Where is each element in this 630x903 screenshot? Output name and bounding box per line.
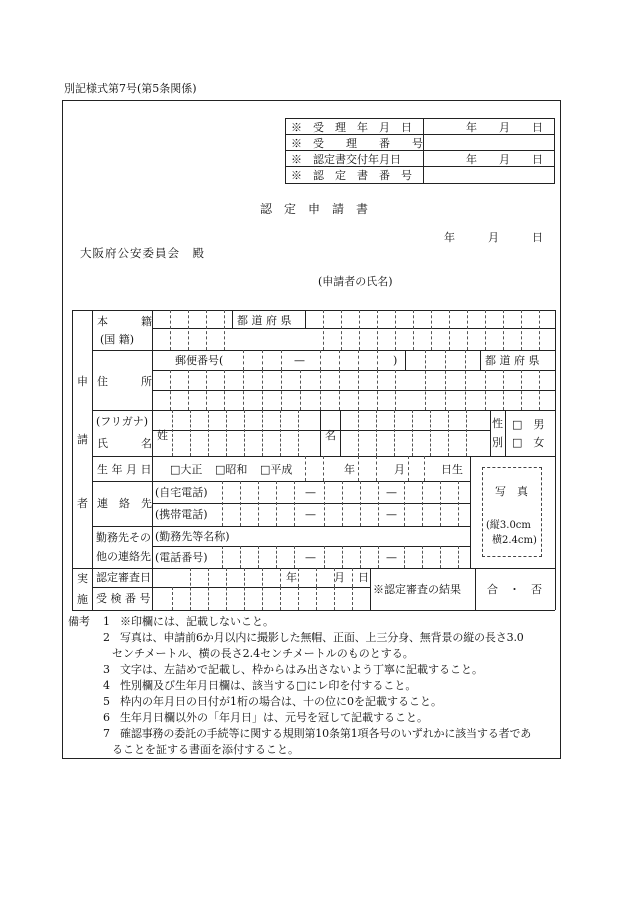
note-num-2: 2 xyxy=(103,631,110,644)
era-heisei-checkbox[interactable]: □平成 xyxy=(260,463,293,476)
note-text-6: 生年月日欄以外の「年月日」は、元号を冠して記載すること。 xyxy=(120,711,428,724)
note-num-4: 4 xyxy=(103,679,110,692)
note-text-2: 写真は、申請前6か月以内に撮影した無帽、正面、上三分身、無背景の縦の長さ3.0 xyxy=(120,631,524,644)
mobile-phone-dash-2: — xyxy=(386,508,397,521)
review-result-value: 合 ・ 否 xyxy=(487,583,542,596)
birth-day-label: 日生 xyxy=(441,463,463,476)
note-text-7b: ることを証する書面を添付すること。 xyxy=(112,743,299,756)
birthdate-label: 生 年 月 日 xyxy=(97,463,152,476)
postal-label: 郵便番号( xyxy=(175,354,224,367)
home-phone-label: (自宅電話) xyxy=(155,486,208,499)
note-num-6: 6 xyxy=(103,711,110,724)
work-name-label: (勤務先等名称) xyxy=(155,530,230,543)
review-result-label: ※認定審査の結果 xyxy=(373,583,461,596)
photo-size-1: (縦3.0cm xyxy=(486,520,531,531)
photo-title: 写 真 xyxy=(495,485,528,498)
side-char-sei: 請 xyxy=(77,433,88,446)
era-taisho-checkbox[interactable]: □大正 xyxy=(170,463,203,476)
review-month: 月 xyxy=(334,571,345,584)
female-checkbox[interactable]: □ 女 xyxy=(512,436,545,449)
name-label: 氏 名 xyxy=(97,437,152,450)
photo-size-2: 横2.4cm) xyxy=(492,535,537,546)
era-showa-checkbox[interactable]: □昭和 xyxy=(215,463,248,476)
reception-date-label: ※ 受 理 年 月 日 xyxy=(291,121,412,134)
honseki-label: 本 籍 xyxy=(97,315,152,328)
review-date-label: 認定審査日 xyxy=(96,571,151,584)
addressee: 大阪府公安委員会 殿 xyxy=(80,246,205,260)
gender-label-2: 別 xyxy=(492,436,503,449)
birth-month-label: 月 xyxy=(394,463,405,476)
note-text-3: 文字は、左詰めで記載し、枠からはみ出さないよう丁寧に記載すること。 xyxy=(120,663,483,676)
home-phone-dash-2: — xyxy=(386,486,397,499)
impl-side-1: 実 xyxy=(77,572,88,585)
certificate-number-label: ※ 認 定 書 番 号 xyxy=(291,169,412,182)
sei-label: 姓 xyxy=(157,429,168,442)
work-phone-label: (電話番号) xyxy=(155,551,208,564)
issue-date-value: 年 月 日 xyxy=(466,153,543,166)
notes-heading: 備考 xyxy=(68,615,90,628)
application-date: 年 月 日 xyxy=(444,231,543,244)
note-num-1: 1 xyxy=(103,615,110,628)
address-label: 住 所 xyxy=(97,375,152,388)
honseki-prefecture: 都 道 府 県 xyxy=(237,314,292,327)
birth-year-label: 年 xyxy=(344,463,355,476)
reception-number-label: ※ 受 理 番 号 xyxy=(291,137,423,150)
review-year: 年 xyxy=(286,571,297,584)
note-num-7: 7 xyxy=(103,727,110,740)
note-text-2b: センチメートル、横の長さ2.4センチメートルのものとする。 xyxy=(112,647,414,660)
note-text-7: 確認事務の委託の手続等に関する規則第10条第1項各号のいずれかに該当する者であ xyxy=(120,727,532,740)
note-text-1: ※印欄には、記載しないこと。 xyxy=(120,615,274,628)
work-label-1: 勤務先その xyxy=(96,531,151,544)
applicant-name-label: (申請者の氏名) xyxy=(318,275,393,288)
mobile-phone-dash-1: — xyxy=(305,508,316,521)
male-checkbox[interactable]: □ 男 xyxy=(512,418,545,431)
note-num-5: 5 xyxy=(103,695,110,708)
postal-dash: — xyxy=(294,354,305,367)
inspector-number-label: 受 検 番 号 xyxy=(96,592,151,605)
side-char-shin: 申 xyxy=(77,375,88,388)
work-label-2: 他の連絡先 xyxy=(96,550,151,563)
note-num-3: 3 xyxy=(103,663,110,676)
mei-label: 名 xyxy=(325,429,336,442)
side-char-sha: 者 xyxy=(77,497,88,510)
note-text-5: 枠内の年月日の日付が1桁の場合は、十の位に0を記載すること。 xyxy=(120,695,442,708)
note-text-4: 性別欄及び生年月日欄は、該当する□にレ印を付すること。 xyxy=(120,679,417,692)
work-phone-dash-2: — xyxy=(386,551,397,564)
document-title: 認 定 申 請 書 xyxy=(260,202,369,216)
kokuseki-label: (国 籍) xyxy=(100,333,135,346)
address-prefecture: 都 道 府 県 xyxy=(485,354,540,367)
work-phone-dash-1: — xyxy=(305,551,316,564)
furigana-label: (フリガナ) xyxy=(96,415,149,428)
mobile-phone-label: (携帯電話) xyxy=(155,508,208,521)
reception-date-value: 年 月 日 xyxy=(466,121,543,134)
gender-label-1: 性 xyxy=(492,417,503,430)
form-caption: 別記様式第7号(第5条関係) xyxy=(64,82,197,95)
review-day: 日 xyxy=(358,571,369,584)
postal-close: ) xyxy=(393,354,398,367)
impl-side-2: 施 xyxy=(77,593,88,606)
issue-date-label: ※ 認定書交付年月日 xyxy=(291,153,401,166)
home-phone-dash-1: — xyxy=(305,486,316,499)
contact-label: 連 絡 先 xyxy=(97,497,152,510)
